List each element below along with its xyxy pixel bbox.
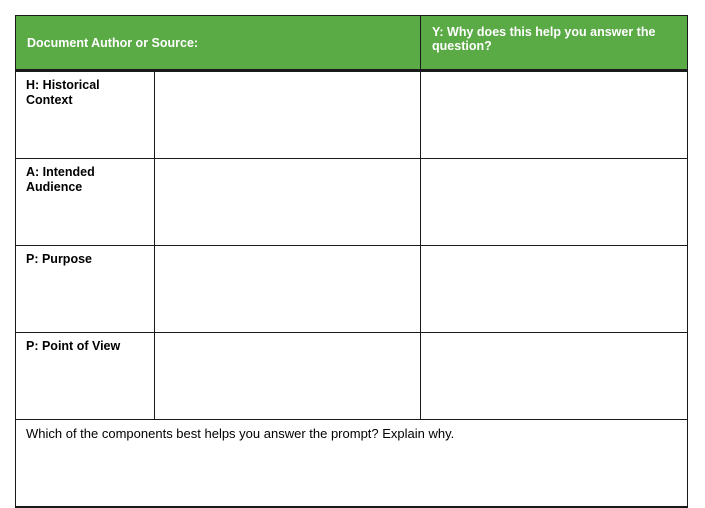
prompt-cell[interactable] — [16, 420, 688, 508]
point-of-view-label: P: Point of View — [16, 333, 155, 420]
historical-context-why-cell[interactable] — [421, 71, 688, 159]
table-header-row — [16, 16, 688, 71]
point-of-view-response-cell[interactable] — [155, 333, 421, 420]
intended-audience-why-cell[interactable] — [421, 159, 688, 246]
happy-analysis-table — [15, 15, 688, 508]
point-of-view-response[interactable] — [155, 333, 420, 419]
why-header: Y: Why does this help you answer the question? — [421, 16, 688, 71]
historical-context-why[interactable] — [421, 72, 687, 158]
historical-context-response-cell[interactable] — [155, 71, 421, 159]
happy-worksheet — [15, 15, 687, 471]
document-author-header[interactable]: Document Author or Source: — [16, 16, 421, 71]
table-row-intended-audience — [16, 159, 688, 246]
table-row-historical-context — [16, 71, 688, 159]
purpose-why-cell[interactable] — [421, 246, 688, 333]
historical-context-label: H: Historical Context — [16, 71, 155, 159]
intended-audience-response-cell[interactable] — [155, 159, 421, 246]
purpose-response[interactable] — [155, 246, 420, 332]
table-row-point-of-view — [16, 333, 688, 420]
historical-context-response[interactable] — [155, 72, 420, 158]
purpose-response-cell[interactable] — [155, 246, 421, 333]
intended-audience-why[interactable] — [421, 159, 687, 245]
purpose-why[interactable] — [421, 246, 687, 332]
point-of-view-why[interactable] — [421, 333, 687, 419]
purpose-label: P: Purpose — [16, 246, 155, 333]
table-row-purpose — [16, 246, 688, 333]
intended-audience-response[interactable] — [155, 159, 420, 245]
intended-audience-label: A: Intended Audience — [16, 159, 155, 246]
prompt-question: Which of the components best helps you answer the prompt? Explain why. — [26, 426, 455, 441]
table-row-prompt — [16, 420, 688, 508]
point-of-view-why-cell[interactable] — [421, 333, 688, 420]
